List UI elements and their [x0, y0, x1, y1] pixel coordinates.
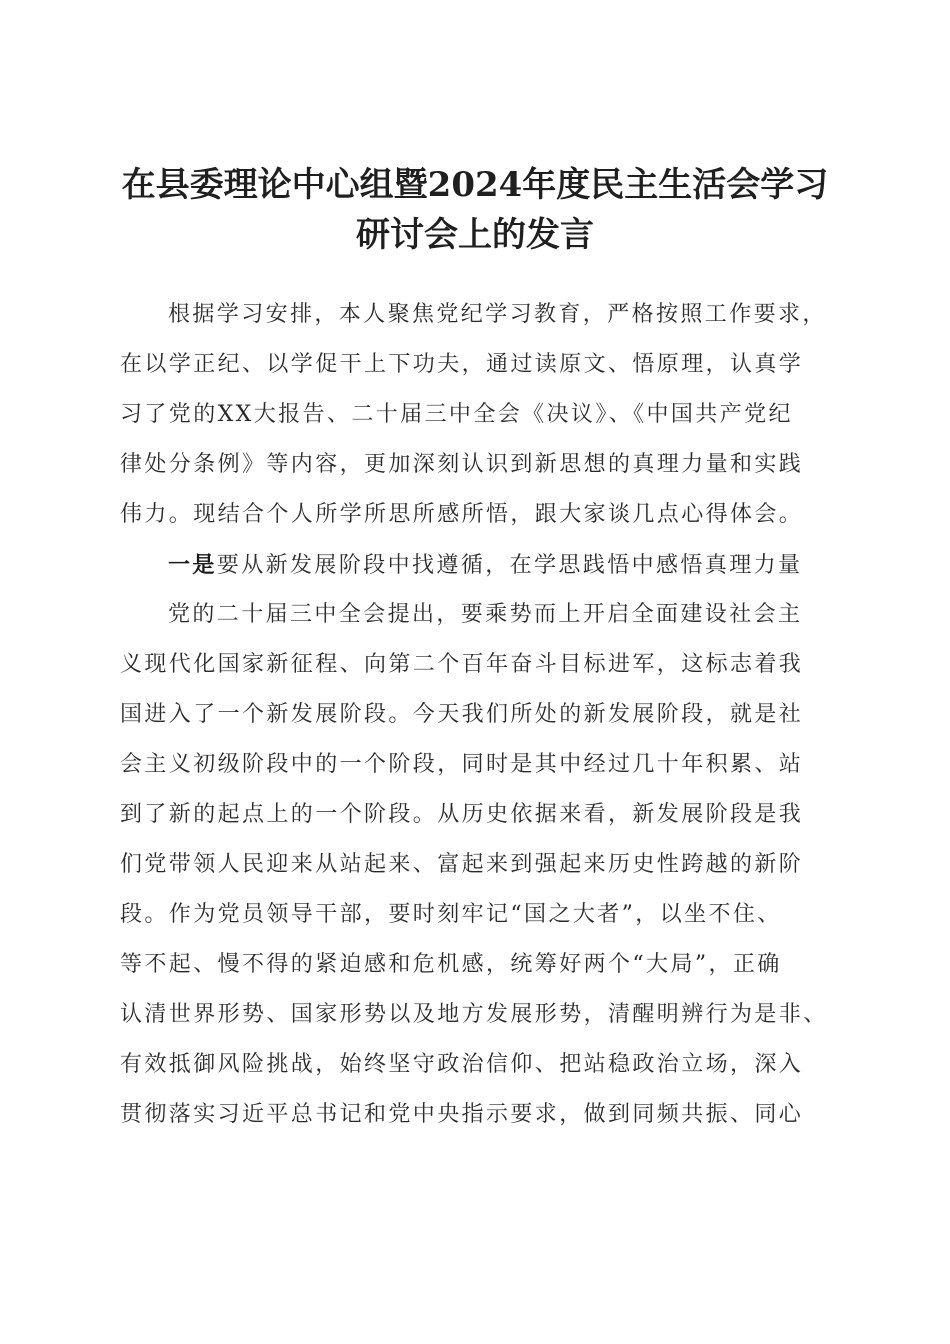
title-line-1: 在县委理论中心组暨2024年度民主生活会学习 — [121, 165, 829, 205]
paragraph-line: 党的二十届三中全会提出，要乘势而上开启全面建设社会主 — [168, 602, 803, 627]
paragraph-line: 段。作为党员领导干部，要时刻牢记“国之大者”，以坐不住、 — [120, 902, 782, 927]
paragraph-line: 根据学习安排，本人聚焦党纪学习教育，严格按照工作要求， — [168, 302, 827, 327]
document-body — [120, 290, 830, 1140]
paragraph-line: 在以学正纪、以学促干上下功夫，通过读原文、悟原理，认真学 — [120, 352, 804, 377]
paragraph-line: 有效抵御风险挑战，始终坚守政治信仰、把站稳政治立场，深入 — [120, 1052, 804, 1077]
paragraph-line: 律处分条例》等内容，更加深刻认识到新思想的真理力量和实践 — [120, 452, 804, 477]
section-heading-lead: 一是 — [168, 552, 217, 578]
paragraph-line: 等不起、慢不得的紧迫感和危机感，统筹好两个“大局”，正确 — [120, 952, 782, 977]
paragraph-line: 认清世界形势、国家形势以及地方发展形势，清醒明辨行为是非、 — [120, 1002, 828, 1027]
paragraph-line: 贯彻落实习近平总书记和党中央指示要求，做到同频共振、同心 — [120, 1102, 804, 1127]
paragraph-intro — [120, 290, 830, 540]
paragraph-line: 国进入了一个新发展阶段。今天我们所处的新发展阶段，就是社 — [120, 702, 804, 727]
paragraph-line: 会主义初级阶段中的一个阶段，同时是其中经过几十年积累、站 — [120, 752, 804, 777]
paragraph-line: 们党带领人民迎来从站起来、富起来到强起来历史性跨越的新阶 — [120, 852, 804, 877]
section-heading-text: 要从新发展阶段中找遵循，在学思践悟中感悟真理力量 — [216, 553, 803, 578]
paragraph-line: 义现代化国家新征程、向第二个百年奋斗目标进军，这标志着我 — [120, 652, 804, 677]
section-heading-1 — [120, 540, 830, 590]
paragraph-line: 伟力。现结合个人所学所思所感所悟，跟大家谈几点心得体会。 — [120, 502, 804, 527]
paragraph-line: 习了党的XX大报告、二十届三中全会《决议》、《中国共产党纪 — [120, 402, 793, 427]
title-line-2: 研讨会上的发言 — [356, 215, 594, 255]
paragraph-section-1 — [120, 590, 830, 1140]
document-title — [100, 160, 850, 260]
paragraph-line: 到了新的起点上的一个阶段。从历史依据来看，新发展阶段是我 — [120, 802, 804, 827]
